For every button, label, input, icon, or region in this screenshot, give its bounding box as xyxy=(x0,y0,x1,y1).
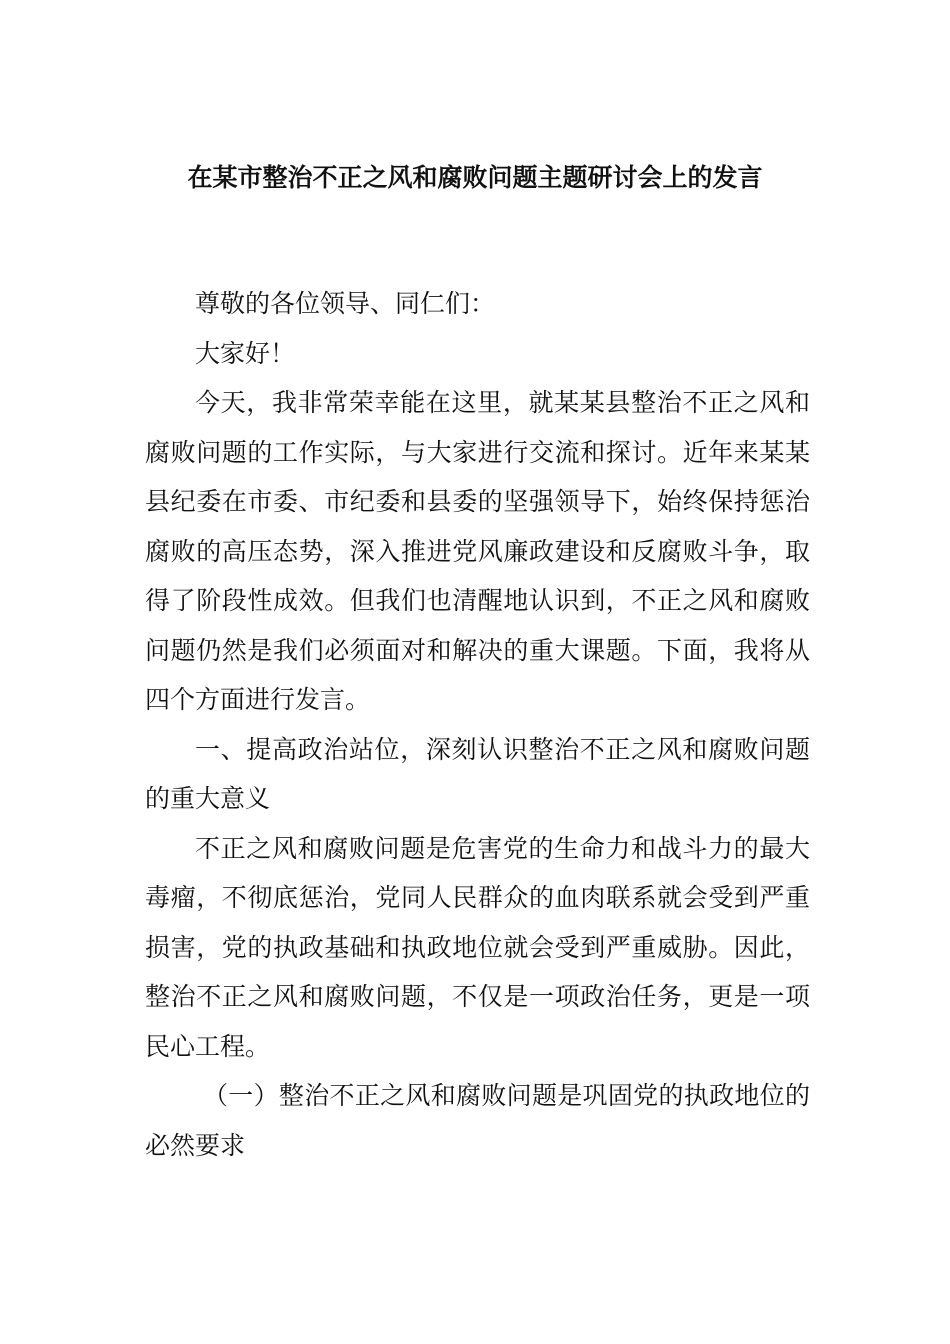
greeting-paragraph: 大家好！ xyxy=(195,338,296,368)
document-body xyxy=(145,279,810,1170)
salutation-paragraph: 尊敬的各位领导、同仁们： xyxy=(195,289,496,318)
document-title: 在某市整治不正之风和腐败问题主题研讨会上的发言 xyxy=(187,163,763,192)
section-heading-1: 一、提高政治站位，深刻认识整治不正之风和腐败问题的重大意义 xyxy=(145,734,810,813)
intro-paragraph: 今天，我非常荣幸能在这里，就某某县整治不正之风和腐败问题的工作实际，与大家进行交流和探讨。近年来某某县纪委在市委、市纪委和县委的坚强领导下，始终保持惩治腐败的高压态势，深入推进党风廉政建设和反腐败斗争，取得了阶段性成效。但我们也清醒地认识到，不正之风和腐败问题仍然是我们必须面对和解决的重大课题。下面，我将从四个方面进行发言。 xyxy=(145,388,810,714)
section-1-paragraph: 不正之风和腐败问题是危害党的生命力和战斗力的最大毒瘤，不彻底惩治，党同人民群众的血肉联系就会受到严重损害，党的执政基础和执政地位就会受到严重威胁。因此，整治不正之风和腐败问题，不仅是一项政治任务，更是一项民心工程。 xyxy=(145,833,810,1061)
subsection-heading-1: （一）整治不正之风和腐败问题是巩固党的执政地位的必然要求 xyxy=(145,1081,810,1160)
